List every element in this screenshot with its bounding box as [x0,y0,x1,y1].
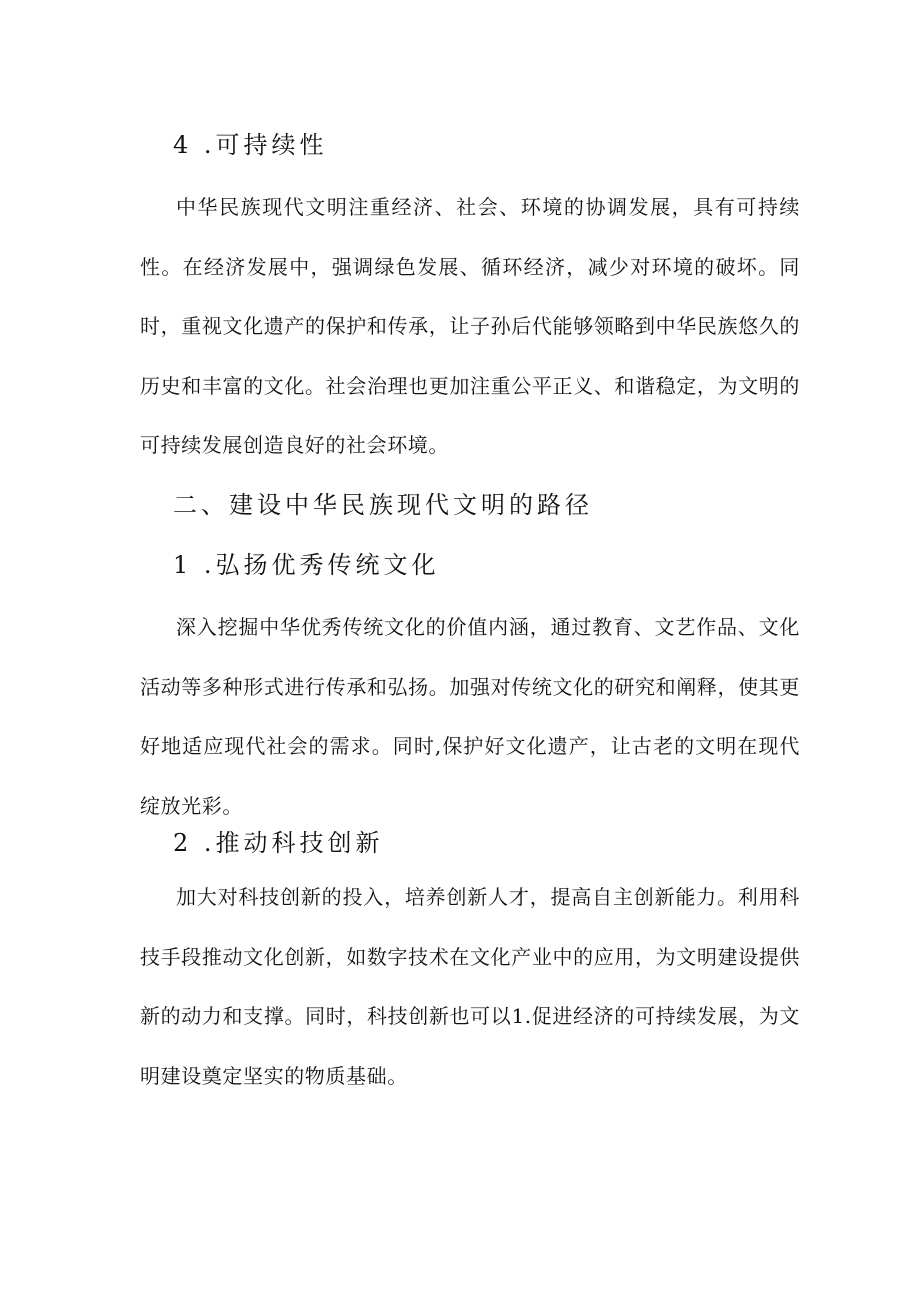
section-heading-construction-path: 二、建设中华民族现代文明的路径 [173,491,593,519]
paragraph-traditional-culture: 深入挖掘中华优秀传统文化的价值内涵，通过教育、文艺作品、文化活动等多种形式进行传承和弘扬。加强对传统文化的研究和阐释，使其更好地适应现代社会的需求。同时,保护好文化遗产，让古老的文明在现代绽放光彩。 [140,615,800,818]
section-heading-tech-innovation: 2 .推动科技创新 [173,829,384,857]
section-heading-traditional-culture: 1 .弘扬优秀传统文化 [173,551,440,579]
section-heading-sustainability: 4 .可持续性 [173,131,328,159]
paragraph-tech-innovation: 加大对科技创新的投入，培养创新人才，提高自主创新能力。利用科技手段推动文化创新，如数字技术在文化产业中的应用，为文明建设提供新的动力和支撑。同时，科技创新也可以1.促进经济的可持续发展，为文明建设奠定坚实的物质基础。 [140,885,800,1088]
paragraph-sustainability: 中华民族现代文明注重经济、社会、环境的协调发展，具有可持续性。在经济发展中，强调绿色发展、循环经济，减少对环境的破坏。同时，重视文化遗产的保护和传承，让子孙后代能够领略到中华民族悠久的历史和丰富的文化。社会治理也更加注重公平正义、和谐稳定，为文明的可持续发展创造良好的社会环境。 [140,195,800,457]
